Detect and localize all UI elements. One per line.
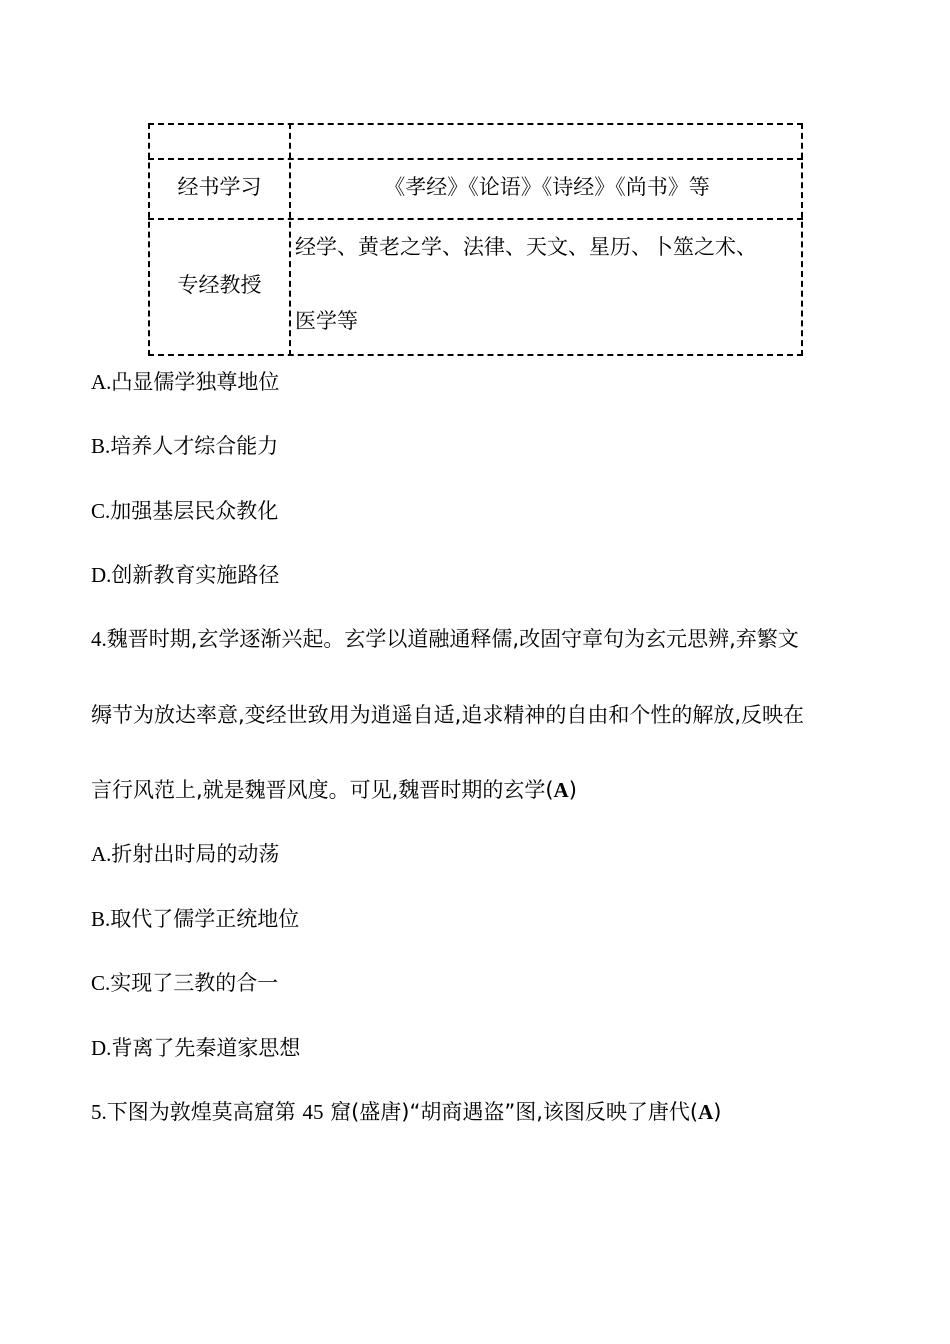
table-column-divider xyxy=(289,123,291,356)
table-border-left xyxy=(148,123,150,356)
q4-option-d: D.背离了先秦道家思想 xyxy=(91,1036,301,1060)
q4-option-a: A.折射出时局的动荡 xyxy=(91,842,280,866)
table-row-label: 专经教授 xyxy=(177,273,262,297)
table-row-content: 《孝经》《论语》《诗经》《尚书》等 xyxy=(384,175,710,199)
q4-answer: A xyxy=(553,778,569,802)
table-row-content: 经学、黄老之学、法律、天文、星历、卜筮之术、 xyxy=(295,235,757,259)
q5-stem: 5.下图为敦煌莫高窟第 45 窟(盛唐)“胡商遇盗”图,该图反映了唐代(A) xyxy=(91,1100,722,1124)
q3-option-d: D.创新教育实施路径 xyxy=(91,563,280,587)
q3-option-a: A.凸显儒学独尊地位 xyxy=(91,370,280,394)
table-row-content: 医学等 xyxy=(295,309,358,333)
table-row-label: 经书学习 xyxy=(177,175,262,199)
table-border-bottom xyxy=(148,354,803,356)
education-table xyxy=(148,123,803,356)
q4-stem-line: 缛节为放达率意,变经世致用为逍遥自适,追求精神的自由和个性的解放,反映在 xyxy=(91,703,805,727)
q4-stem-line: 言行风范上,就是魏晋风度。可见,魏晋时期的玄学(A) xyxy=(91,778,577,802)
q4-option-c: C.实现了三教的合一 xyxy=(91,971,279,995)
table-row-divider xyxy=(148,218,803,220)
table-row-divider xyxy=(148,158,803,160)
q3-option-c: C.加强基层民众教化 xyxy=(91,499,279,523)
q5-answer: A xyxy=(698,1100,714,1124)
q4-option-b: B.取代了儒学正统地位 xyxy=(91,907,300,931)
q3-option-b: B.培养人才综合能力 xyxy=(91,434,279,458)
q4-stem-line: 4.魏晋时期,玄学逐渐兴起。玄学以道融通释儒,改固守章句为玄元思辨,弃繁文 xyxy=(91,627,799,651)
table-border-top xyxy=(148,123,803,125)
table-border-right xyxy=(801,123,803,356)
